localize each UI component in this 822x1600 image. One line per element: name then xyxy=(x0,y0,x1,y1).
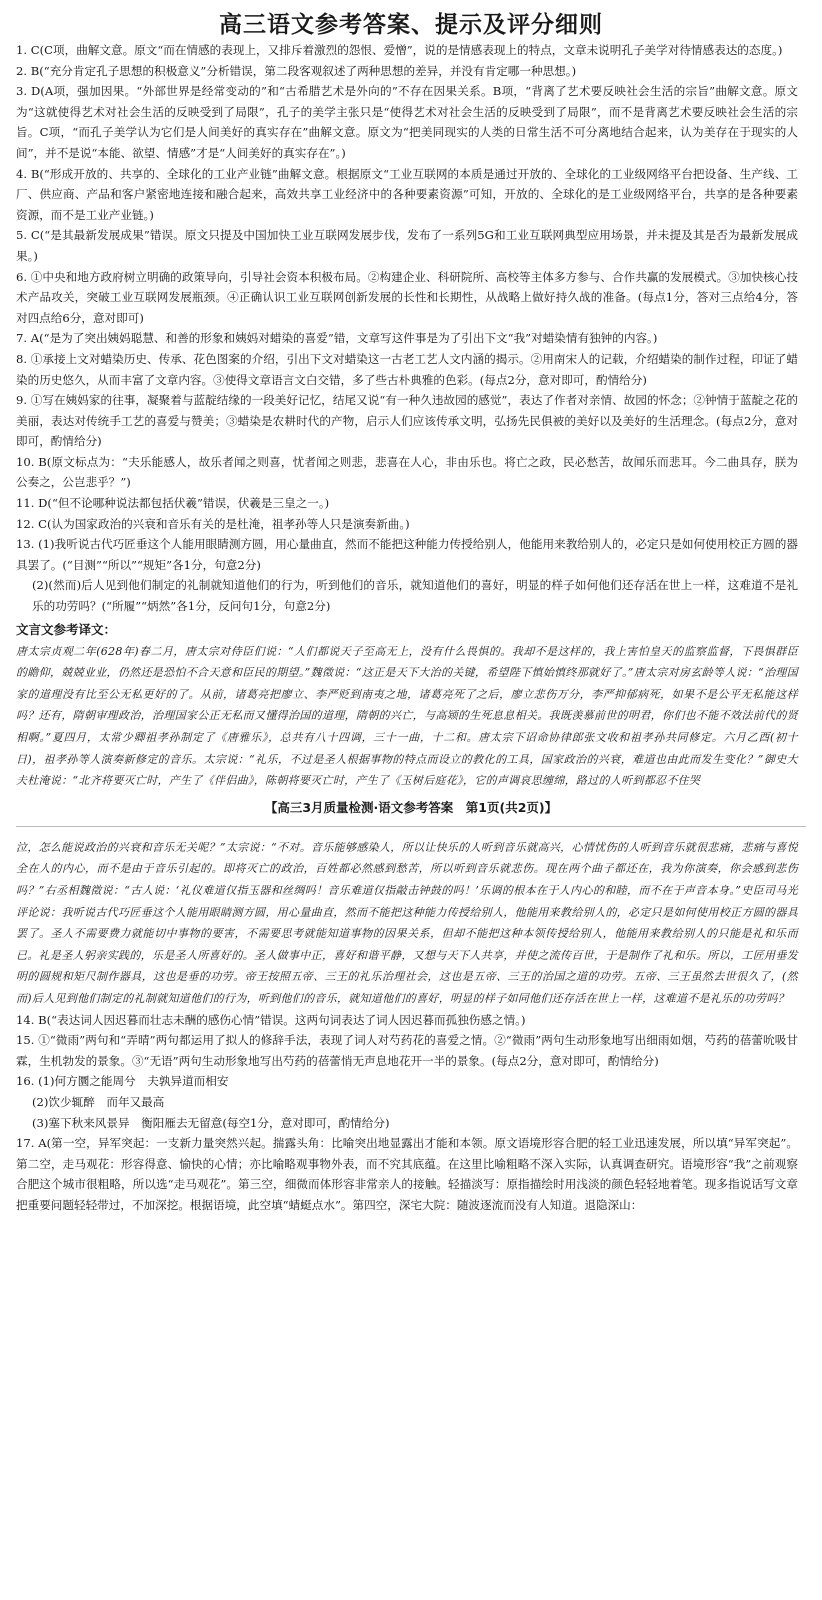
answer-item: 10. B(原文标点为：“夫乐能感人，故乐者闻之则喜，忧者闻之则悲，悲喜在人心，非由乐也。将亡之政，民必愁苦，故闻乐而悲耳。今二曲具存，朕为公奏之，公岂悲乎？”) xyxy=(16,454,798,490)
answer-item: 14. B(“表达词人因迟暮而壮志未酬的感伤心情”错误。这两句词表达了词人因迟暮而孤独伤感之情。) xyxy=(16,1012,526,1027)
answers-page-2 xyxy=(0,837,822,1216)
answer-item: 16. (1)何方圜之能周兮 夫孰异道而相安 xyxy=(16,1074,229,1089)
page-divider xyxy=(16,826,806,827)
answer-item: 8. ①承接上文对蜡染历史、传承、花色图案的介绍，引出下文对蜡染这一古老工艺人文内涵的揭示。②用南宋人的记载，介绍蜡染的制作过程，印证了蜡染的历史悠久，从而丰富了文章内容。③使得文章语言文白交错，多了些古朴典雅的色彩。(每点2分，意对即可，酌情给分) xyxy=(16,351,798,387)
answer-subitem: (2)饮少辄醉 而年又最高 xyxy=(32,1094,165,1109)
translation-paragraph: 泣，怎么能说政治的兴衰和音乐无关呢？”太宗说：“不对。音乐能够感染人，所以让快乐的人听到音乐就高兴，心情忧伤的人听到音乐就很悲痛，悲痛与喜悦全在人的内心，而不是由于音乐引起的。即将灭亡的政治，百姓都必然感到愁苦，所以听到音乐就悲伤。现在两个曲子都还在，我为你演奏，你会感到悲伤吗？”右丞相魏徵说：“古人说：‘礼仪难道仅指玉器和丝绸吗！音乐难道仅指敲击钟鼓的吗！’乐调的根本在于人内心的和睦，而不在于声音本身。”史臣司马光评论说：我听说古代巧匠垂这个人能用眼睛测方圆，用心量曲直，然而不能把这种能力传授给别人，他能用来教给别人的，必定只是如何使用校正方圆的器具罢了。圣人不需要费力就能切中事物的要害，不需要思考就能知道事物的因果关系，但却不能把这种本领传授给别人，他能用来教给别人的只能是礼和乐而已。礼是圣人躬亲实践的，乐是圣人所喜好的。圣人做事中正，喜好和谐平静，又想与天下人共享，并使之流传百世，于是制作了礼和乐。所以，工匠用垂发明的圆规和矩尺制作器具，这也是垂的功劳。帝王按照五帝、三王的礼乐治理社会，这也是五帝、三王的治国之道的功劳。五帝、三王虽然去世很久了，(然而)后人见到他们制定的礼制就知道他们的行为，听到他们的音乐，就知道他们的喜好，明显的样子如同他们还存活在世上一样，这难道不是礼乐的功劳吗？ xyxy=(16,840,798,1005)
answer-item: 15. ①“微雨”两句和“弄晴”两句都运用了拟人的修辞手法，表现了词人对芍药花的喜爱之情。②“微雨”两句生动形象地写出细雨如烟，芍药的蓓蕾吮吸甘霖，生机勃发的景象。③“无语”两句生动形象地写出芍药的蓓蕾悄无声息地花开一半的景象。(每点2分，意对即可，酌情给分) xyxy=(16,1033,798,1068)
answer-item: 2. B(“充分肯定孔子思想的积极意义”分析错误，第二段客观叙述了两种思想的差异，并没有肯定哪一种思想。) xyxy=(16,63,577,78)
translation-heading: 文言文参考译文： xyxy=(16,621,117,637)
answer-subitem: (2)(然而)后人见到他们制定的礼制就知道他们的行为，听到他们的音乐，就知道他们的喜好，明显的样子如何他们还存活在世上一样，这难道不是礼乐的功劳吗？(“所履”“炳然”各1分，反问句1分，句意2分) xyxy=(32,578,798,614)
translation-paragraph: 唐太宗贞观二年(628年)春二月，唐太宗对侍臣们说：“人们都说天子至高无上，没有什么畏惧的。我却不是这样的，我上害怕皇天的监察监督，下畏惧群臣的瞻仰，兢兢业业，仍然还是恐怕不合天意和臣民的期望。”魏徵说：“这正是天下大治的关键，希望陛下慎始慎终那就好了。”唐太宗对房玄龄等人说：“治理国家的道理没有比至公无私更好的了。从前，诸葛亮把廖立、李严贬到南夷之地，诸葛亮死了之后，廖立悲伤万分，李严抑郁病死，如果不是公平无私能这样吗？还有，隋朝审理政治，治理国家公正无私而又懂得治国的道理，隋朝的兴亡，与高颎的生死息息相关。我既羡慕前世的明君，你们也不能不效法前代的贤相啊。”夏四月，太常少卿祖孝孙制定了《唐雅乐》，总共有八十四调，三十一曲，十二和。唐太宗下诏命协律郎张文收和祖孝孙共同修定。六月乙酉(初十日)，祖孝孙等人演奏新修定的音乐。太宗说：“礼乐，不过是圣人根据事物的特点而设立的教化的工具，国家政治的兴衰，难道也由此而发生变化？”御史大夫杜淹说：“北齐将要灭亡时，产生了《伴侣曲》，陈朝将要灭亡时，产生了《玉树后庭花》，它的声调哀思缠绵，路过的人听到都忍不住哭 xyxy=(16,644,798,788)
answer-item: 13. (1)我听说古代巧匠垂这个人能用眼睛测方圆，用心量曲直，然而不能把这种能力传授给别人，他能用来教给别人的，必定只是如何使用校正方圆的器具罢了。(“目测”“所以”“规矩”各1分，句意2分) xyxy=(16,537,798,572)
answer-item: 11. D(“但不论哪种说法都包括伏羲”错误，伏羲是三皇之一。) xyxy=(16,496,330,511)
answer-item: 3. D(A项，强加因果。“外部世界是经常变动的”和“古希腊艺术是外向的”不存在因果关系。B项，“背离了艺术要反映社会生活的宗旨”曲解文意。原文为“这就使得艺术对社会生活的反映受到了局限”，孔子的美学主张只是“使得艺术对社会生活的反映受到了局限”，而不是背离艺术要反映社会生活的宗旨。C项，“而孔子美学认为它们是人间美好的真实存在”曲解文意。原文为“把美同现实的人类的日常生活不可分离地结合起来，认为美存在于现实的人间”，并不是说“本能、欲望、情感”才是“人间美好的真实存在”。) xyxy=(16,84,798,160)
answer-item: 9. ①写在姨妈家的往事，凝聚着与蓝靛结缘的一段美好记忆，结尾又说“有一种久违故园的感觉”，表达了作者对亲情、故园的怀念；②钟情于蓝靛之花的美丽，表达对传统手工艺的喜爱与赞美；③蜡染是农耕时代的产物，启示人们应该传承文明，弘扬先民俱被的美好以及美好的生活理念。(每点2分，意对即可，酌情给分) xyxy=(16,393,798,449)
answer-item: 12. C(认为国家政治的兴衰和音乐有关的是杜淹，祖孝孙等人只是演奏新曲。) xyxy=(16,516,410,531)
answer-item: 1. C(C项，曲解文意。原文“而在情感的表现上，又排斥着激烈的怨恨、爱憎”，说的是情感表现上的特点，文章未说明孔子美学对待情感表达的态度。) xyxy=(16,43,783,57)
answer-item: 7. A(“是为了突出姨妈聪慧、和善的形象和姨妈对蜡染的喜爱”错，文章写这件事是为了引出下文“我”对蜡染情有独钟的内容。) xyxy=(16,331,658,346)
answer-item: 4. B(“形成开放的、共享的、全球化的工业产业链”曲解文意。根据原文“工业互联网的本质是通过开放的、全球化的工业级网络平台把设备、生产线、工厂、供应商、产品和客户紧密地连接和融合起来，高效共享工业经济中的各种要素资源”可知，开放的、全球化的是工业级网络平台，共享的是各种要素资源，而不是工业产业链。) xyxy=(16,166,798,222)
document-title: 高三语文参考答案、提示及评分细则 xyxy=(219,12,603,38)
answers-page-1 xyxy=(0,40,822,792)
page-footer: 【高三3月质量检测·语文参考答案 第1页(共2页)】 xyxy=(264,799,558,815)
answer-item: 17. A(第一空，异军突起：一支新力量突然兴起。揣露头角：比喻突出地显露出才能和本领。原文语境形容合肥的轻工业迅速发展，所以填“异军突起”。第二空，走马观花：形容得意、愉快的心情；亦比喻略观事物外表，而不究其底蕴。在这里比喻粗略不深入实际，认真调查研究。语境形容“我”之前观察合肥这个城市很粗略，所以选“走马观花”。第三空，细微而体形容非常亲人的接触。轻描淡写：原指描绘时用浅淡的颜色轻轻地着笔。现多指说话写文章把重要问题轻轻带过，不加深挖。根据语境，此空填“蜻蜓点水”。第四空，深宅大院：随波逐流而没有人知道。退隐深山： xyxy=(16,1136,798,1212)
answer-subitem: (3)塞下秋来风景异 衡阳雁去无留意(每空1分，意对即可，酌情给分) xyxy=(32,1115,390,1130)
answer-item: 6. ①中央和地方政府树立明确的政策导向，引导社会资本积极布局。②构建企业、科研院所、高校等主体多方参与、合作共赢的发展模式。③加快核心技术产品攻关，突破工业互联网发展瓶颈。④正确认识工业互联网创新发展的长性和长期性，从战略上做好持久战的准备。(每点1分，答对三点给4分，答对四点给6分，意对即可) xyxy=(16,269,798,325)
answer-item: 5. C(“是其最新发展成果”错误。原文只提及中国加快工业互联网发展步伐，发布了一系列5G和工业互联网典型应用场景，并未提及其是否为最新发展成果。) xyxy=(16,228,798,263)
